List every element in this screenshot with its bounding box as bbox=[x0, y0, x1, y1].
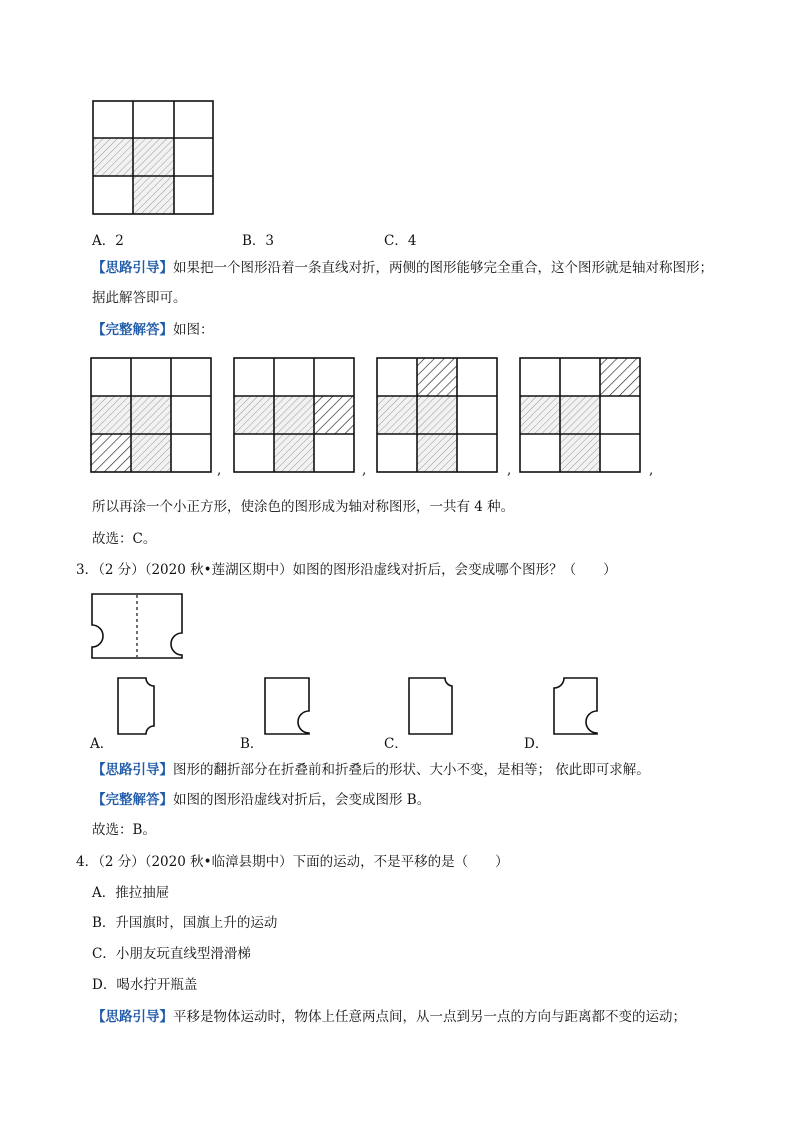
q2-choice: 故选：C。 bbox=[92, 531, 157, 547]
answer-text: 如图的图形沿虚线对折后，会变成图形 B。 bbox=[173, 792, 431, 808]
q2-answer-grid-3 bbox=[376, 357, 500, 475]
answer-text: 如图： bbox=[173, 322, 214, 338]
q3-original-figure bbox=[90, 592, 186, 662]
q2-figure-grid bbox=[92, 100, 216, 216]
q2-option-a: A．2 bbox=[92, 233, 124, 249]
q3-choice: 故选：B。 bbox=[92, 822, 156, 838]
hint-text: 如果把一个图形沿着一条直线对折，两侧的图形能够完全重合，这个图形就是轴对称图形； bbox=[173, 260, 713, 276]
q4-hint bbox=[92, 1007, 686, 1027]
q2-answer bbox=[92, 320, 214, 340]
q3-option-b-figure bbox=[263, 676, 315, 738]
q2-hint bbox=[92, 258, 713, 278]
separator: , bbox=[217, 462, 222, 478]
q2-hint-cont: 据此解答即可。 bbox=[92, 290, 187, 306]
q3-option-d-figure bbox=[552, 676, 602, 738]
q4-stem: 4．（2 分）（2020 秋•临漳县期中）下面的运动，不是平移的是（ ） bbox=[76, 854, 509, 870]
q4-option-b: B．升国旗时，国旗上升的运动 bbox=[92, 915, 278, 931]
q3-hint bbox=[92, 760, 650, 780]
q3-option-a-figure bbox=[116, 676, 156, 738]
q4-option-c: C．小朋友玩直线型滑滑梯 bbox=[92, 946, 251, 962]
q4-option-d: D．喝水拧开瓶盖 bbox=[92, 977, 198, 993]
hint-text: 平移是物体运动时，物体上任意两点间，从一点到另一点的方向与距离都不变的运动； bbox=[173, 1009, 686, 1025]
q2-answer-grid-2 bbox=[233, 357, 357, 475]
q2-answer-grid-1 bbox=[90, 357, 214, 475]
q3-option-a: A． bbox=[90, 736, 114, 752]
q2-option-b: B．3 bbox=[242, 233, 275, 249]
hint-text: 图形的翻折部分在折叠前和折叠后的形状、大小不变，是相等； 依此即可求解。 bbox=[173, 762, 650, 778]
q3-option-b: B． bbox=[240, 736, 264, 752]
hint-tag: 【思路引导】 bbox=[92, 260, 173, 276]
q2-conclusion: 所以再涂一个小正方形，使涂色的图形成为轴对称图形，一共有 4 种。 bbox=[92, 499, 515, 515]
hint-tag: 【思路引导】 bbox=[92, 762, 173, 778]
separator: , bbox=[362, 462, 367, 478]
q2-answer-grid-4 bbox=[519, 357, 643, 475]
q3-answer bbox=[92, 790, 430, 810]
separator: , bbox=[649, 462, 654, 478]
q3-option-c: C． bbox=[384, 736, 408, 752]
q3-option-c-figure bbox=[407, 676, 455, 738]
q3-option-d: D． bbox=[524, 736, 549, 752]
answer-tag: 【完整解答】 bbox=[92, 792, 173, 808]
hint-tag: 【思路引导】 bbox=[92, 1009, 173, 1025]
answer-tag: 【完整解答】 bbox=[92, 322, 173, 338]
separator: , bbox=[507, 462, 512, 478]
q3-stem: 3．（2 分）（2020 秋•莲湖区期中）如图的图形沿虚线对折后，会变成哪个图形？（ ） bbox=[76, 562, 617, 578]
q2-option-c: C．4 bbox=[384, 233, 417, 249]
q4-option-a: A．推拉抽屉 bbox=[92, 885, 170, 901]
